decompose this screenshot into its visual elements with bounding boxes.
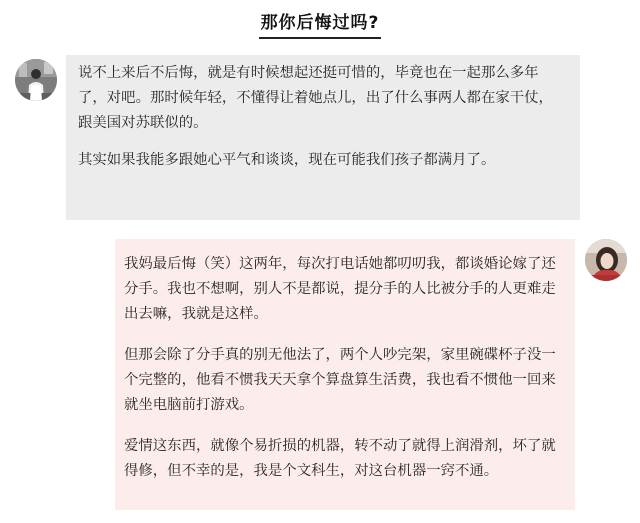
right-message-bubble xyxy=(115,239,575,510)
left-message-bubble xyxy=(66,55,580,220)
right-message-paragraph: 我妈最后悔（笑）这两年，每次打电话她都叨叨我，都谈婚论嫁了还分手。我也不想啊，别人不是都说，提分手的人比被分手的人更难走出去嘛，我就是这样。 xyxy=(124,256,556,322)
left-message-paragraph: 说不上来后不后悔，就是有时候想起还挺可惜的，毕竟也在一起那么多年了，对吧。那时候年轻，不懂得让着她点儿，出了什么事两人都在家干仗，跟美国对苏联似的。 xyxy=(78,65,553,131)
page-title: 那你后悔过吗? xyxy=(259,8,382,39)
person-photo-icon xyxy=(585,239,627,281)
right-message-paragraph: 爱情这东西，就像个易折损的机器，转不动了就得上润滑剂，坏了就得修，但不幸的是，我是个文科生，对这台机器一窍不通。 xyxy=(124,438,556,479)
right-message-paragraph: 但那会除了分手真的别无他法了，两个人吵完架，家里碗碟杯子没一个完整的，他看不惯我天天拿个算盘算生活费，我也看不惯他一回来就坐电脑前打游戏。 xyxy=(124,347,556,413)
paragraph-gap xyxy=(124,418,567,434)
paragraph-gap xyxy=(124,327,567,343)
avatar-right xyxy=(585,239,627,281)
left-message-paragraph: 其实如果我能多跟她心平气和谈谈，现在可能我们孩子都满月了。 xyxy=(78,152,496,168)
title-area xyxy=(0,8,640,39)
person-photo-icon xyxy=(15,59,57,101)
avatar-left xyxy=(15,59,57,101)
paragraph-gap xyxy=(78,136,566,148)
